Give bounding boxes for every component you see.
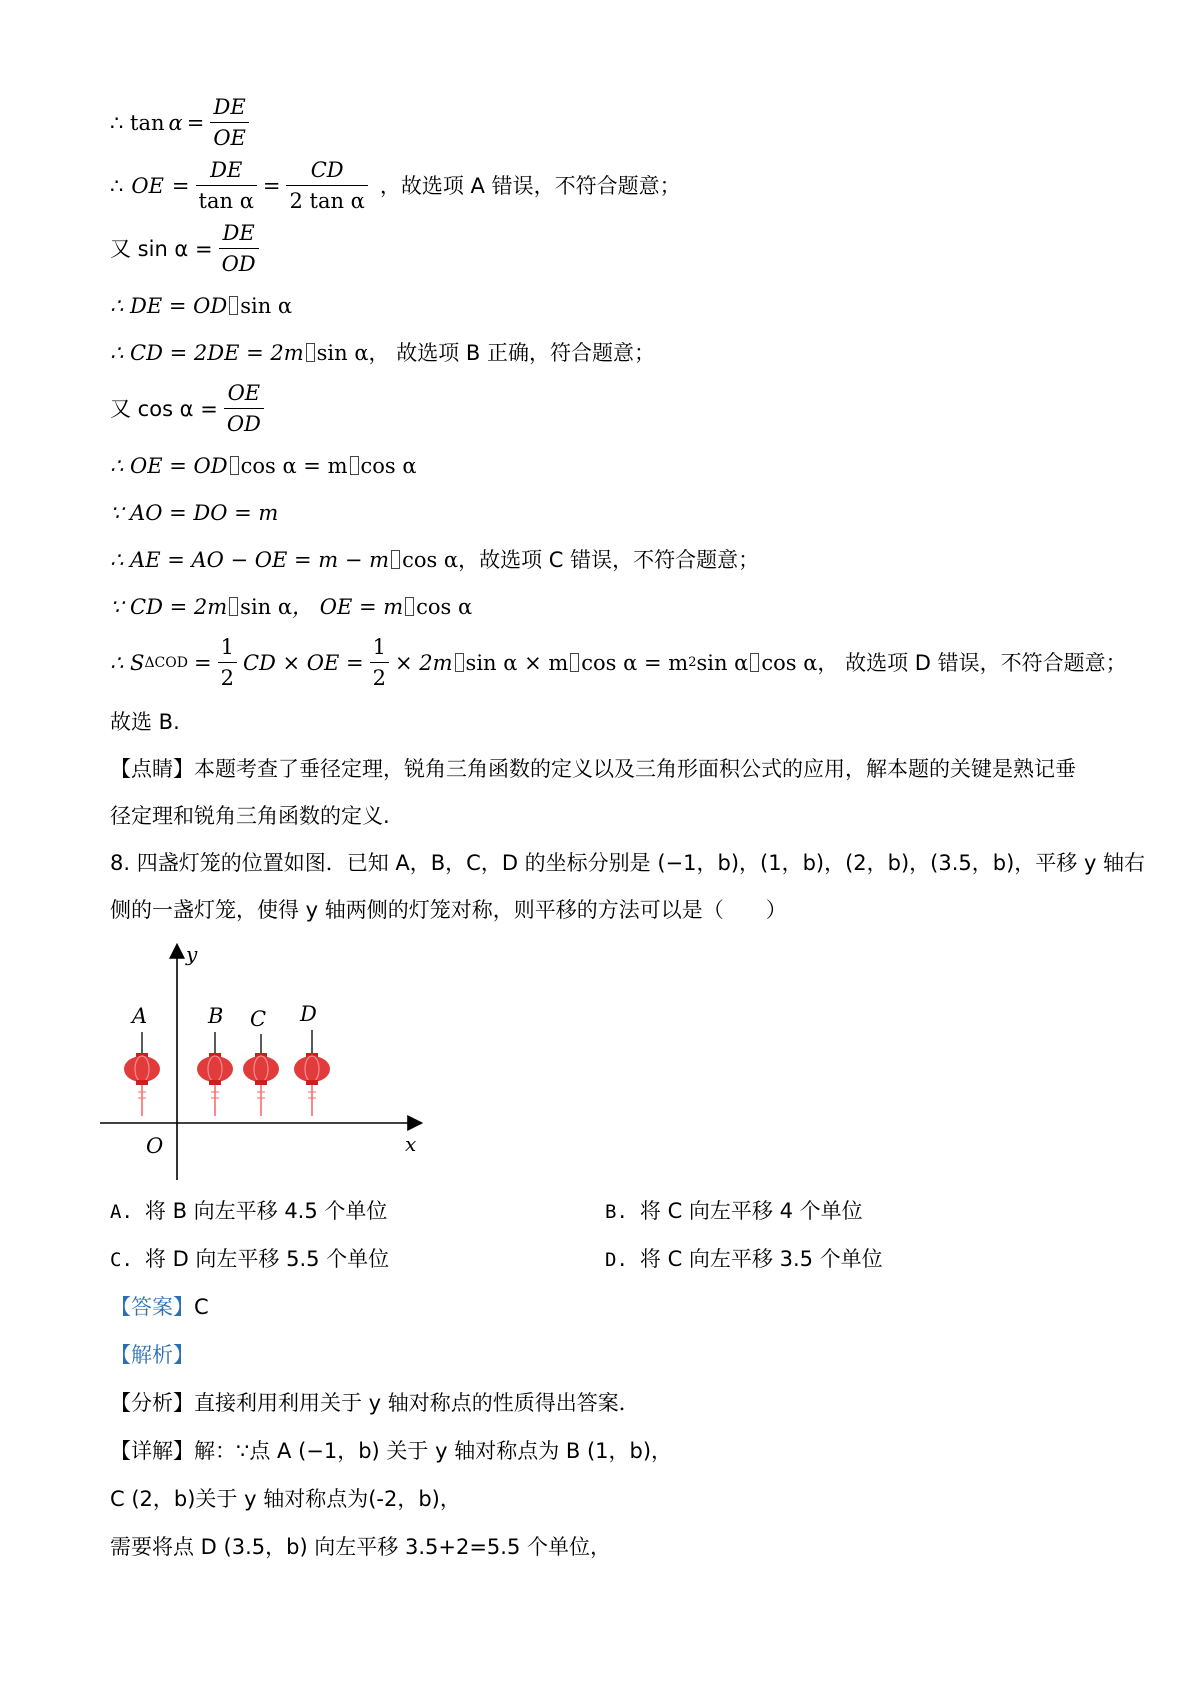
numerator: DE: [222, 221, 255, 245]
lantern-label-b: B: [208, 1004, 224, 1028]
solution-line-5: [110, 339, 655, 367]
cos-alpha: cos α: [360, 454, 417, 478]
sin-alpha: sin α: [240, 595, 293, 619]
denominator: tan α: [196, 185, 257, 216]
answer-value: C: [194, 1295, 209, 1319]
oe: OE: [131, 173, 164, 198]
numerator: CD: [310, 158, 344, 182]
cd-eq-2m: ∵ CD = 2m: [110, 595, 228, 619]
solution-line-3: [110, 218, 265, 279]
cos-alpha: cos α: [402, 548, 459, 572]
solution-line-8: [110, 499, 278, 527]
option-b-text: 将 C 向左平移 4 个单位: [639, 1199, 863, 1223]
cd-times-oe: CD × OE =: [242, 650, 364, 675]
solution-line-11: [110, 632, 1127, 693]
conclusion-c: ，故选项 C 错误，不符合题意；: [458, 548, 760, 572]
y-axis-label: y: [186, 942, 198, 966]
equals-2: =: [262, 173, 281, 198]
option-a-text: 将 B 向左平移 4.5 个单位: [144, 1199, 388, 1223]
solution-line-9: [110, 546, 759, 574]
times-2m: × 2m: [395, 650, 453, 675]
fraction-de-tan: [196, 155, 257, 216]
ae-eq: ∴ AE = AO − OE = m − m: [110, 548, 390, 572]
denominator: OD: [224, 408, 264, 439]
lantern-b: [197, 1004, 233, 1116]
remark-line-2: 径定理和锐角三角函数的定义.: [110, 804, 390, 828]
option-a[interactable]: [110, 1197, 387, 1226]
option-b-label: B.: [605, 1201, 628, 1223]
denominator: 2: [370, 662, 389, 693]
option-d-text: 将 C 向左平移 3.5 个单位: [639, 1247, 883, 1271]
solution-line-1: [110, 92, 255, 153]
denominator: 2: [218, 662, 237, 693]
solution-line-6: [110, 378, 270, 439]
option-d-label: D.: [605, 1249, 628, 1271]
denominator: 2 tan α: [286, 185, 367, 216]
analysis-tag: 【解析】: [110, 1343, 194, 1367]
conclusion-d: ， 故选项 D 错误，不符合题意；: [817, 650, 1127, 675]
solution-line-4: [110, 292, 292, 320]
de-eq-od: ∴ DE = OD: [110, 294, 228, 318]
origin-label: O: [146, 1134, 164, 1158]
dot-placeholder-box: [229, 296, 238, 315]
sin-alpha: sin α: [696, 650, 749, 675]
solution-choose: 故选 B.: [110, 710, 180, 734]
dot-placeholder-box: [455, 653, 464, 672]
fraction-de-od: [219, 218, 259, 279]
numerator: DE: [210, 158, 243, 182]
answer-tag: 【答案】: [110, 1295, 194, 1319]
ao-eq-do: ∵ AO = DO = m: [110, 501, 279, 525]
oe-eq-m: ， OE = m: [292, 595, 404, 619]
also-cos: 又 cos α =: [110, 396, 218, 421]
conclusion-b: ， 故选项 B 正确，符合题意；: [368, 341, 655, 365]
fraction-half-2: [370, 632, 389, 693]
option-c-label: C.: [110, 1249, 133, 1271]
also-sin: 又 sin α =: [110, 236, 213, 261]
option-b[interactable]: [605, 1197, 863, 1226]
solution-line-7: [110, 452, 417, 480]
oe-eq-od: ∴ OE = OD: [110, 454, 228, 478]
option-d[interactable]: [605, 1245, 883, 1274]
equals: =: [186, 110, 205, 135]
dot-placeholder-box: [229, 597, 238, 616]
dot-placeholder-box: [405, 597, 414, 616]
dot-placeholder-box: [306, 343, 315, 362]
sin-alpha: sin α: [240, 294, 293, 318]
fraction-de-oe: [210, 92, 249, 153]
denominator: OE: [210, 122, 249, 153]
numerator: 1: [372, 635, 386, 659]
therefore: ∴: [110, 173, 124, 198]
fraction-half-1: [218, 632, 237, 693]
lantern-figure: [100, 940, 430, 1180]
denominator: OD: [219, 248, 259, 279]
sin-times-m: sin α × m: [465, 650, 569, 675]
dot-placeholder-box: [750, 653, 759, 672]
cd-eq: ∴ CD = 2DE = 2m: [110, 341, 304, 365]
conclusion-a: ，故选项 A 错误，不符合题意；: [379, 173, 681, 198]
remark-line-1: 【点睛】本题考查了垂径定理，锐角三角函数的定义以及三角形面积公式的应用，解本题的关键是熟记垂: [110, 757, 1076, 781]
numerator: OE: [227, 381, 261, 405]
solution-line-10: [110, 593, 472, 621]
cos-eq-m: cos α = m: [581, 650, 689, 675]
lantern-c: [243, 1007, 279, 1116]
subscript-cod: ΔCOD: [144, 654, 188, 671]
lantern-label-c: C: [250, 1007, 267, 1031]
solution-line-2: [110, 155, 681, 216]
option-a-label: A.: [110, 1201, 133, 1223]
equals: =: [193, 650, 212, 675]
fraction-oe-od: [224, 378, 264, 439]
cos-alpha: cos α: [761, 650, 818, 675]
option-c[interactable]: [110, 1245, 389, 1274]
cos-eq-m: cos α = m: [240, 454, 348, 478]
superscript-2: 2: [688, 654, 697, 670]
lantern-a: [124, 1004, 160, 1116]
analysis-final: 需要将点 D (3.5，b) 向左平移 3.5+2=5.5 个单位，: [110, 1535, 612, 1559]
question-8-line-1: 8. 四盏灯笼的位置如图．已知 A，B，C，D 的坐标分别是 (−1，b)，(1，b)，(2，b)，(3.5，b)，平移 y 轴右: [110, 851, 1146, 875]
answer-line: [110, 1293, 209, 1321]
dot-placeholder-box: [350, 456, 359, 475]
alpha: α: [168, 110, 183, 135]
cos-alpha: cos α: [416, 595, 473, 619]
question-8-line-2: 侧的一盏灯笼，使得 y 轴两侧的灯笼对称，则平移的方法可以是（ ）: [110, 898, 787, 922]
dot-placeholder-box: [391, 550, 400, 569]
lantern-label-a: A: [132, 1004, 148, 1028]
option-c-text: 将 D 向左平移 5.5 个单位: [144, 1247, 390, 1271]
equals: =: [171, 173, 190, 198]
lantern-d: [294, 1002, 330, 1116]
dot-placeholder-box: [230, 456, 239, 475]
fraction-cd-2tan: [286, 155, 367, 216]
numerator: DE: [213, 95, 246, 119]
sin-alpha: sin α: [316, 341, 369, 365]
x-axis-label: x: [405, 1132, 417, 1156]
numerator: 1: [220, 635, 234, 659]
area-s: ∴ S: [110, 650, 145, 675]
dot-placeholder-box: [570, 653, 579, 672]
analysis-fenxi: 【分析】直接利用利用关于 y 轴对称点的性质得出答案．: [110, 1391, 640, 1415]
therefore-tan: ∴ tan: [110, 110, 165, 135]
analysis-c-line: C (2，b)关于 y 轴对称点为(-2，b)，: [110, 1487, 461, 1511]
analysis-xiangjie: 【详解】解：∵点 A (−1，b) 关于 y 轴对称点为 B (1，b)，: [110, 1439, 673, 1463]
lantern-label-d: D: [300, 1002, 317, 1026]
